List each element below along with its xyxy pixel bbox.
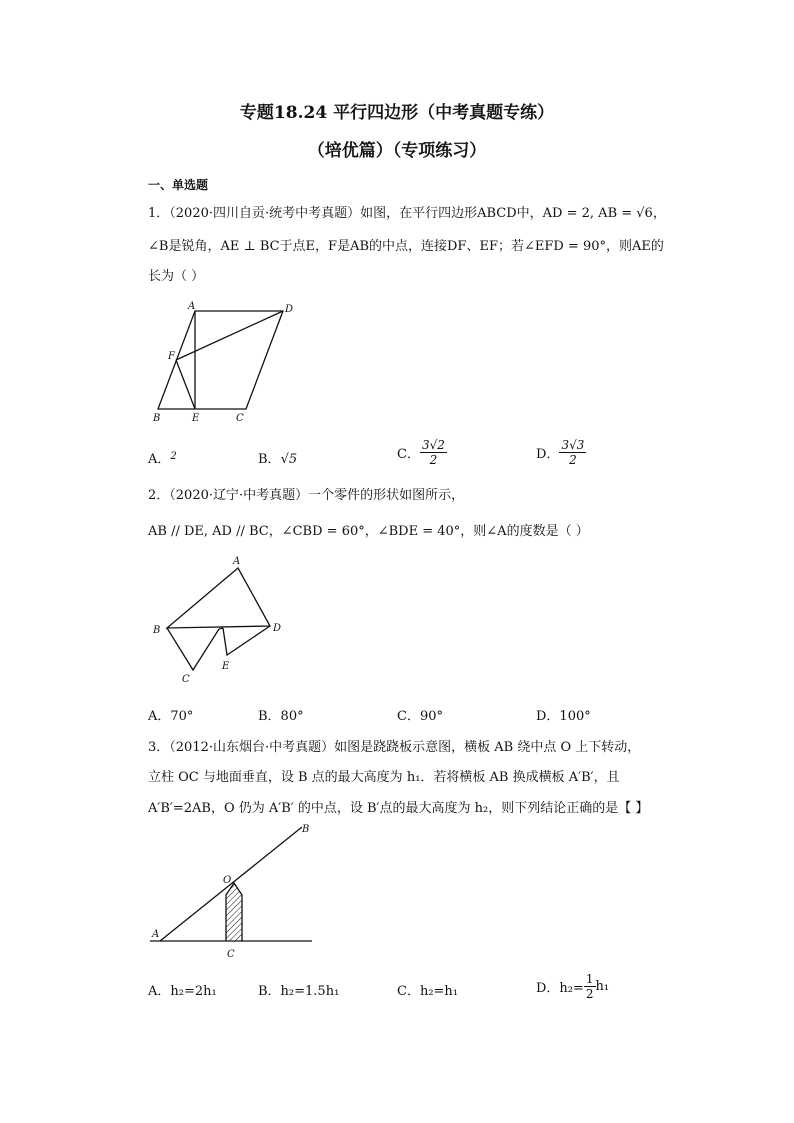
q2-text-line1: 2．（2020·辽宁·中考真题）一个零件的形状如图所示， xyxy=(148,488,465,503)
q2-notch-gap xyxy=(219,628,223,629)
page-subtitle: （培优篇）（专项练习） xyxy=(307,141,487,161)
q1-text-line3: 长为（ ） xyxy=(148,269,205,284)
q1-label-b: B xyxy=(153,413,161,423)
q1-label-e: E xyxy=(192,413,200,423)
q2-notch-bc xyxy=(167,628,219,670)
q1-option-a[interactable] xyxy=(148,448,177,467)
q2-notch-de xyxy=(223,626,270,655)
q3-option-a[interactable]: A．h₂=2h₁ xyxy=(148,984,217,999)
q1-text-line1: 1．（2020·四川自贡·统考中考真题）如图，在平行四边形ABCD中，AD = 2, AB = √6， xyxy=(148,206,666,221)
q3-option-d-denominator: 2 xyxy=(585,987,594,1001)
q1-option-c-denominator: 2 xyxy=(429,453,438,467)
q3-text-line3: A′B′=2AB，O 仍为 A′B′ 的中点，设 B′点的最大高度为 h₂，则下列结论正确的是【 】 xyxy=(148,801,649,816)
q1-label-a: A xyxy=(188,301,196,312)
q3-option-d-prefix: D．h₂= xyxy=(536,981,584,996)
q1-label-d: D xyxy=(285,304,294,315)
q1-option-d-prefix: D． xyxy=(536,447,560,462)
q3-label-c: C xyxy=(227,949,235,960)
q1-option-d-denominator: 2 xyxy=(569,453,577,467)
q2-text-line2: AB // DE, AD // BC，∠CBD = 60°，∠BDE = 40°，则∠A的度数是（ ） xyxy=(148,524,589,539)
q1-option-c-prefix: C． xyxy=(397,447,420,462)
q2-option-a[interactable]: A．70° xyxy=(148,709,194,724)
q2-option-c[interactable]: C．90° xyxy=(397,709,443,724)
section-heading: 一、单选题 xyxy=(148,178,209,192)
q2-option-d[interactable]: D．100° xyxy=(536,709,591,724)
q3-text-line1: 3．（2012·山东烟台·中考真题）如图是跷跷板示意图，横板 AB 绕中点 O 上下转动， xyxy=(148,740,641,755)
q3-option-d-suffix: h₁ xyxy=(595,979,610,994)
q1-option-c-numerator: 3√2 xyxy=(421,438,445,452)
q3-option-d-numerator: 1 xyxy=(585,972,594,986)
q1-text-line2: ∠B是锐角，AE ⊥ BC于点E，F是AB的中点，连接DF、EF；若∠EFD = 90°，则AE的 xyxy=(148,239,664,254)
q1-option-d[interactable] xyxy=(536,438,586,467)
q1-option-b[interactable] xyxy=(258,448,297,467)
q2-label-c: C xyxy=(182,674,190,685)
q2-label-b: B xyxy=(153,625,161,636)
q1-option-c[interactable] xyxy=(397,438,447,467)
q2-label-e: E xyxy=(222,661,230,672)
q3-label-b: B xyxy=(302,824,310,835)
q2-part-figure xyxy=(145,552,295,687)
q3-label-a: A xyxy=(152,929,160,940)
q3-option-c[interactable]: C．h₂=h₁ xyxy=(397,984,459,999)
q3-text-line2: 立柱 OC 与地面垂直，设 B 点的最大高度为 h₁．若将横板 AB 换成横板 A′B′，且 xyxy=(148,770,620,785)
q2-option-b[interactable]: B．80° xyxy=(258,709,304,724)
q3-seesaw-figure xyxy=(140,815,320,965)
page-title: 专题18.24 平行四边形（中考真题专练） xyxy=(239,103,555,123)
q3-label-o: O xyxy=(223,875,232,886)
q3-option-d[interactable] xyxy=(536,972,609,1001)
q1-option-a-prefix: A． xyxy=(148,452,171,467)
q1-option-d-numerator: 3√3 xyxy=(561,438,585,452)
q2-label-d: D xyxy=(273,623,282,634)
q1-option-b-prefix: B． xyxy=(258,452,281,467)
q1-segment-ef xyxy=(176,360,195,409)
q1-option-a-value: 2 xyxy=(170,451,177,462)
q1-option-b-value: √5 xyxy=(280,452,298,467)
q1-label-f: F xyxy=(168,351,175,362)
q3-pillar-oc xyxy=(226,883,242,941)
q1-parallelogram-figure xyxy=(140,298,310,423)
q2-triangle-abd xyxy=(167,568,270,628)
q1-label-c: C xyxy=(236,413,244,423)
q2-label-a: A xyxy=(233,556,241,567)
q3-option-b[interactable]: B．h₂=1.5h₁ xyxy=(258,984,340,999)
